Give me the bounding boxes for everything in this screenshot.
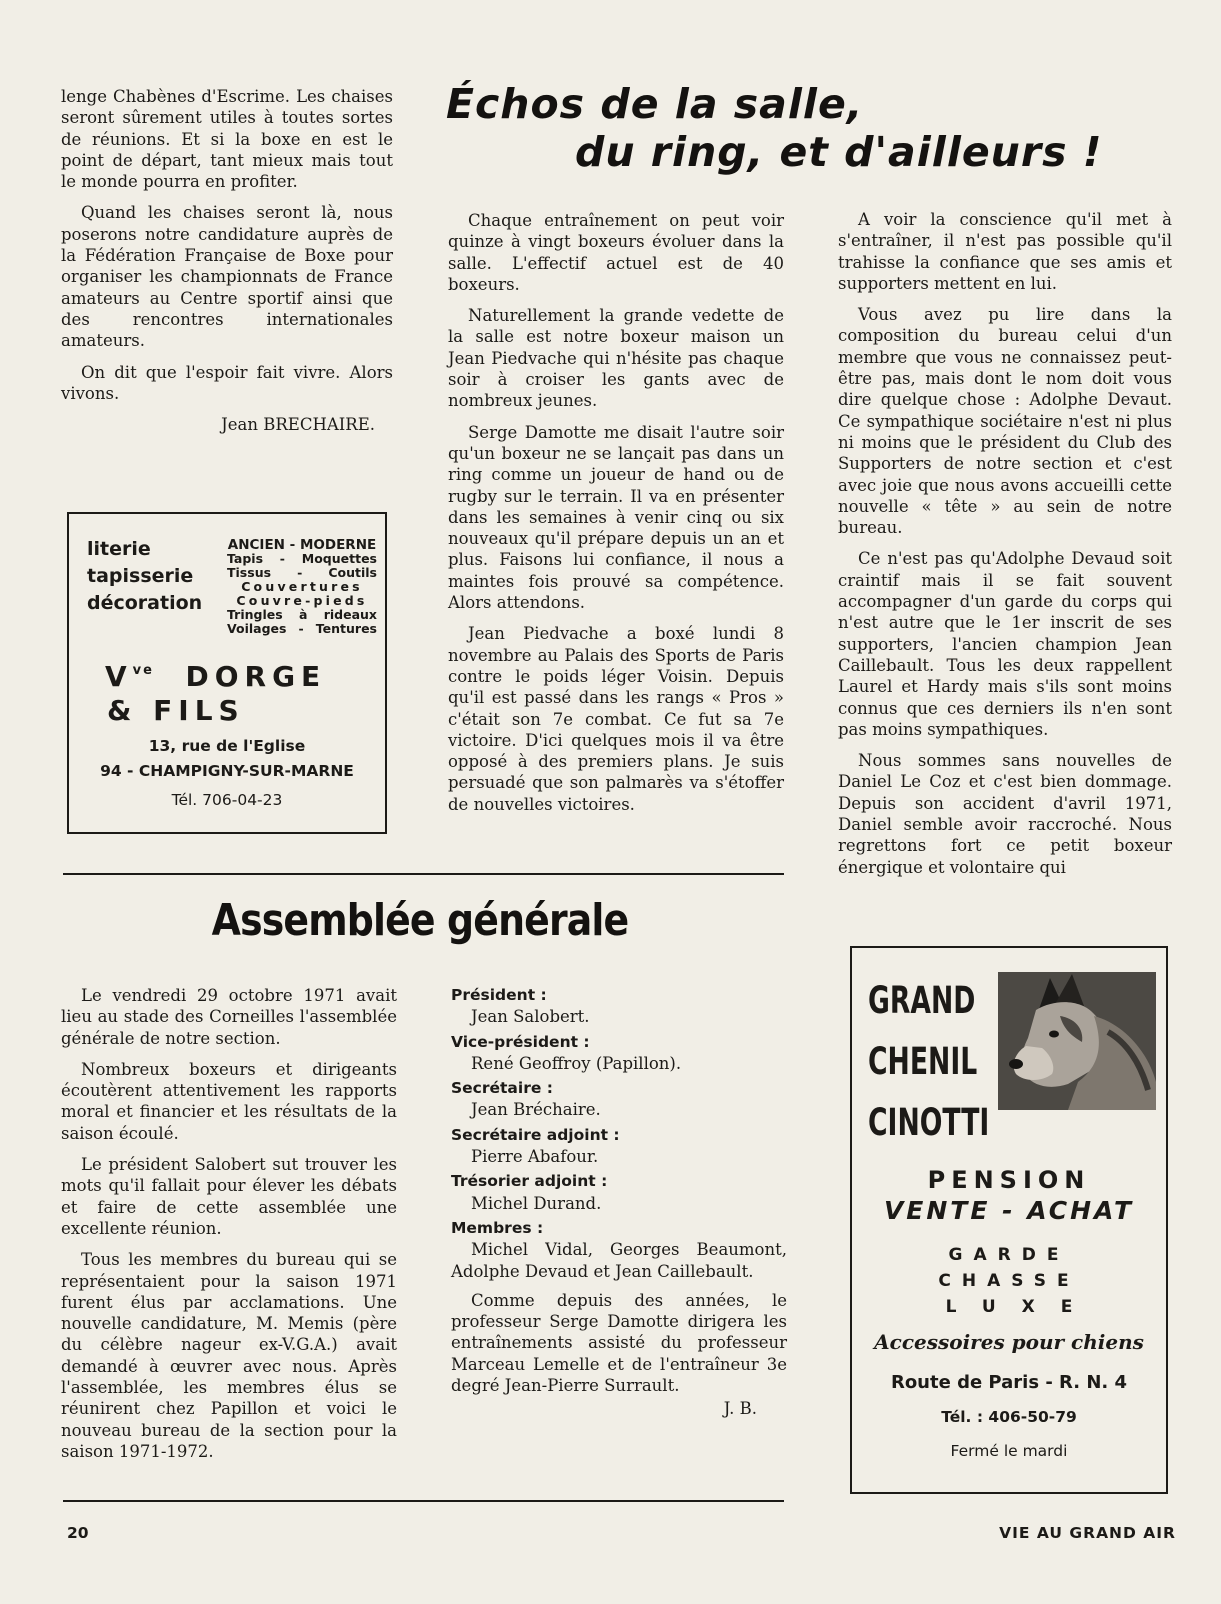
paragraph: On dit que l'espoir fait vivre. Alors vivons. [61,362,393,403]
ad-line: Tringles à rideaux [227,607,377,622]
bureau-role: Président : [451,986,547,1004]
assemblee-column-1 [61,985,397,1472]
bureau-entry [451,1125,787,1168]
bureau-entry [451,1218,787,1282]
ad-name-line1: DORGE [185,660,327,693]
bureau-role: Trésorier adjoint : [451,1172,608,1191]
bureau-role: Membres : [451,1218,544,1237]
ad-line: décoration [87,592,203,614]
advertisement-chenil [850,946,1168,1494]
paragraph: Tous les membres du bureau qui se représentaient pour la saison 1971 furent élus par acclamations. Une nouvelle candidature, M. Memis (père du célèbre nageur ex-V.G.A.) avait demandé à œuvrer avec nous. Après l'assemblée, les membres élus se réunirent chez Papillon et voici le nouveau bureau de la section pour la saison 1971-1972. [61,1250,397,1461]
bureau-names: Jean Bréchaire. [471,1100,601,1120]
ad-address-line: 13, rue de l'Eglise [148,737,306,755]
bureau-role: Secrétaire adjoint : [451,1125,620,1144]
paragraph: Nous sommes sans nouvelles de Daniel Le Coz et c'est bien dommage. Depuis son accident d'avril 1971, Daniel semble avoir raccroché. Nous regrettons fort ce petit boxeur énergique et volontaire qui [838,751,1172,877]
signature: J. B. [723,1399,757,1419]
headline-line-2: du ring, et d'ailleurs ! [575,128,1103,176]
ad-line: literie [87,538,151,560]
ad-closed-day: Fermé le mardi [950,1442,1068,1460]
paragraph: Nombreux boxeurs et dirigeants écoutèrent attentivement les rapports moral et financier et les résultats de la saison écoulé. [61,1059,397,1143]
footer-divider [63,1500,784,1502]
bureau-role: Secrétaire : [451,1079,553,1098]
ad-service: CHASSE [938,1271,1080,1291]
ad-line: Couvre-pieds [236,593,368,608]
section-divider [63,873,784,875]
paragraph: Quand les chaises seront là, nous poserons notre candidature auprès de la Fédération Française de Boxe pour organiser les championnats de France amateurs au Centre sportif ainsi que des rencontres internationales amateurs. [61,203,393,351]
echos-column-b [838,209,1172,888]
ad-line: Tapis - Moquettes [227,551,377,566]
ad-service: LUXE [945,1297,1099,1317]
paragraph: lenge Chabènes d'Escrime. Les chaises seront sûrement utiles à toutes sortes de réunions. Et si la boxe en est le point de départ, tant mieux mais tout le monde pourra en profiter. [61,87,393,192]
bureau-role: Vice-président : [451,1032,590,1051]
headline-line-1: Échos de la salle, [446,80,864,128]
ad-line: ANCIEN - MODERNE [227,537,377,553]
paragraph: Ce n'est pas qu'Adolphe Devaud soit craintif mais il se fait souvent accompagner d'un garde du corps qui n'est autre que le 1er inscrit de ses supporters, l'ancien champion Jean Caillebault. Tous les deux rappellent Laurel et Hardy mais s'ils sont moins connus que ces derniers ils n'en sont pas moins sympathiques. [838,549,1172,739]
ad-brand [868,970,989,1153]
ad-brand-line: GRAND [868,979,976,1022]
ad-accessoires: Accessoires pour chiens [874,1330,1144,1354]
ad-phone: Tél. : 406-50-79 [941,1408,1077,1426]
magazine-name: VIE AU GRAND AIR [999,1524,1176,1542]
ad-pension: PENSION [927,1166,1091,1194]
ad-services [852,1242,1166,1320]
paragraph: Le président Salobert sut trouver les mots qu'il fallait pour élever les débats et faire de cette assemblée une excellente réunion. [61,1155,397,1238]
ad-name-line2: & FILS [107,694,245,727]
ad-name-sup: ve [132,663,154,678]
bureau-names: Pierre Abafour. [471,1147,599,1167]
ad-line: Voilages - Tentures [227,621,377,636]
dog-photo-icon [998,972,1156,1110]
bureau-entry [451,1078,787,1121]
ad-line: Couvertures [241,579,363,594]
ad-services-left [87,536,202,617]
ad-line: Tissus - Coutils [227,565,377,580]
bureau-names: Michel Vidal, Georges Beaumont, Adolphe Devaud et Jean Caillebault. [451,1240,787,1281]
paragraph: Jean Piedvache a boxé lundi 8 novembre au Palais des Sports de Paris contre le poids léger Voisin. Depuis qu'il est passé dans les rangs « Pros » c'était son 7e combat. Ce fut sa 7e victoire. D'ici quelques mois il va être opposé à des premiers plans. Je suis persuadé que son palmarès va s'étoffer de nouvelles victoires. [448,624,784,814]
bureau-entry [451,1171,787,1214]
ad-route: Route de Paris - R. N. 4 [890,1372,1128,1393]
assemblee-headline: Assemblée générale [211,895,629,946]
paragraph: Le vendredi 29 octobre 1971 avait lieu au stade des Corneilles l'assemblée générale de notre section. [61,986,397,1048]
ad-brand-line: CINOTTI [868,1101,990,1144]
ad-address [69,734,385,784]
ad-phone: Tél. 706-04-23 [171,791,283,809]
article-continuation [61,86,393,445]
paragraph: Serge Damotte me disait l'autre soir qu'un boxeur ne se lançait pas dans un ring comme un joueur de hand ou de rugby sur le terrain. Il va en présenter dans les semaines à venir cinq ou six nouveaux qu'il prépare depuis un an et plus. Faisons lui confiance, il nous a maintes fois prouvé sa compétence. Alors attendons. [448,422,784,613]
echos-headline [440,80,1170,176]
bureau-names: Jean Salobert. [471,1007,590,1027]
paragraph: Naturellement la grande vedette de la salle est notre boxeur maison un Jean Piedvache qui n'hésite pas chaque soir à croiser les gants avec de nombreux jeunes. [448,306,784,411]
signature: Jean BRECHAIRE. [221,415,375,435]
bureau-list [451,985,787,1420]
bureau-names: Michel Durand. [471,1193,602,1213]
paragraph: Comme depuis des années, le professeur Serge Damotte dirigera les entraînements assisté du professeur Marceau Lemelle et de l'entraîneur 3e degré Jean-Pierre Surrault. [451,1290,787,1396]
bureau-names: René Geoffroy (Papillon). [471,1053,682,1073]
ad-brand-line: CHENIL [868,1040,978,1083]
advertisement-dorge [67,512,387,834]
ad-address-line: 94 - CHAMPIGNY-SUR-MARNE [100,762,354,780]
ad-services-right [227,538,377,636]
paragraph: Chaque entraînement on peut voir quinze à vingt boxeurs évoluer dans la salle. L'effectif actuel est de 40 boxeurs. [448,211,784,294]
echos-column-a [448,210,784,825]
ad-service: GARDE [948,1245,1070,1265]
bureau-entry [451,1032,787,1075]
ad-company-name [105,654,326,728]
ad-vente-achat: VENTE - ACHAT [883,1196,1135,1225]
page-number: 20 [67,1524,89,1542]
paragraph: A voir la conscience qu'il met à s'entraîner, il n'est pas possible qu'il trahisse la confiance que ses amis et supporters mettent en lui. [838,210,1172,293]
ad-name-prefix: V [105,660,133,693]
paragraph: Vous avez pu lire dans la composition du bureau celui d'un membre que vous ne connaissez peut-être pas, mais dont le nom doit vous dire quelque chose : Adolphe Devaut. Ce sympathique sociétaire n'est ni plus ni moins que le président du Club des Supporters de notre section et c'est avec joie que nous avons accueilli cette nouvelle « tête » au sein de notre bureau. [838,305,1172,538]
bureau-entry [451,985,787,1028]
ad-line: tapisserie [87,565,194,587]
